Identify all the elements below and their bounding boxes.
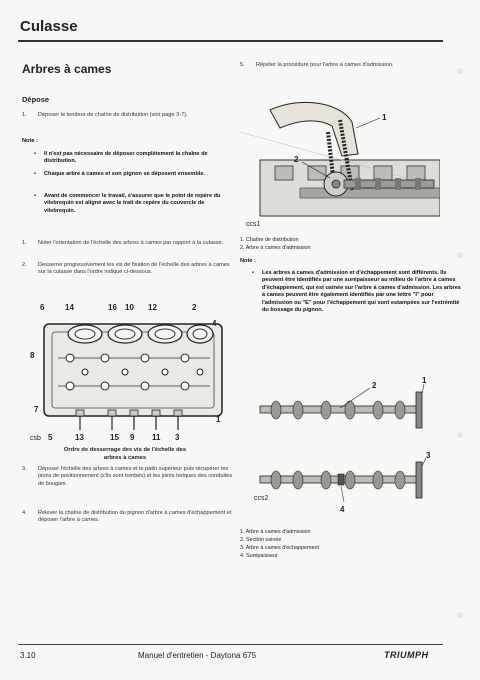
bolt-label: 6 — [40, 303, 45, 312]
binder-hole — [457, 252, 463, 258]
brand-logo: TRIUMPH — [384, 650, 429, 660]
binder-hole — [457, 432, 463, 438]
bolt-label: 12 — [148, 303, 157, 312]
fig1-code: ccs1 — [246, 221, 261, 228]
bolt-label: 15 — [110, 433, 119, 442]
diagram-caption: Ordre de desserrage des vis de l'échelle des arbres à cames — [63, 447, 187, 461]
binder-hole — [457, 68, 463, 74]
step-2: 2. Desserrer progressivement les vis de fixation de l'échelle des arbres à cames sur la culasse dans l'ordre indiqué ci-dessous. — [22, 262, 230, 276]
bolt-label: 10 — [125, 303, 134, 312]
note-label-right: Note : — [240, 258, 256, 264]
step-4: 4. Relever la chaîne de distribution du pignon d'arbre à cames d'échappement et déposer l'arbre à cames. — [22, 510, 232, 524]
intake-camshaft — [260, 392, 422, 428]
fig2-code: ccs2 — [254, 495, 269, 502]
step-3: 3. Déposer l'échelle des arbres à cames et le patin supérieur puis récupérer les pions de positionnement (s'ils sont tombés) et les joints toriques des conduites de bougies. — [22, 466, 233, 487]
section-title: Arbres à cames — [22, 62, 112, 76]
fig2-label: 4 — [340, 505, 345, 514]
manual-title: Manuel d'entretien - Daytona 675 — [138, 651, 257, 660]
step-1b: 1. Noter l'orientation de l'échelle des arbres à cames par rapport à la culasse. — [22, 240, 224, 246]
page-header-title: Culasse — [20, 18, 78, 35]
binder-hole — [457, 612, 463, 618]
footer-rule — [18, 644, 443, 645]
fig2-label: 1 — [422, 376, 427, 385]
diagram-code: csb — [30, 435, 41, 442]
note-item: • Il n'est pas nécessaire de déposer complètement la chaîne de distribution. — [34, 151, 208, 165]
step-1: 1. Déposer le tendeur de chaîne de distribution (voir page 3-7). — [22, 112, 188, 118]
note-label: Note : — [22, 138, 38, 144]
camshaft-removal-illustration — [240, 92, 440, 232]
bolt-label: 7 — [34, 405, 39, 414]
bolt-label: 3 — [175, 433, 180, 442]
note-camshaft-id: • Les arbres à cames d'admission et d'échappement sont différents. Ils peuvent être identifiés par une surépaisseur au milieu de l'arbre à cames d'échappement, qui est usinée sur l'arbre à cames d'admission. Les arbres à cames peuvent être également identifiés par une lettre "I" pour l'admission ou "E" pour l'échappement qui sont estampées sur l'extrémité du bossage du pignon. — [252, 270, 461, 314]
camshaft-comparison-illustration — [240, 374, 440, 524]
bolt-label: 14 — [65, 303, 74, 312]
fig2-label: 2 — [372, 381, 377, 390]
note-item: • Chaque arbre à cames et son pignon se déposent ensemble. — [34, 171, 206, 177]
step-5: 5. Répéter la procédure pour l'arbre à cames d'admission. — [240, 62, 394, 68]
bolt-label: 8 — [30, 351, 35, 360]
fig1-label: 1 — [382, 113, 387, 122]
subsection-title: Dépose — [22, 95, 50, 104]
bolt-label: 13 — [75, 433, 84, 442]
bolt-label: 9 — [130, 433, 135, 442]
fig2-legend: 1. Arbre à cames d'admission 2. Section usinée 3. Arbre à cames d'échappement 4. Surépaisseur — [240, 529, 319, 559]
note-item: • Avant de commencer le travail, s'assurer que le point de repère du vilebrequin est aligné avec le trait de repère du couvercle de vilebrequin. — [34, 193, 221, 214]
bolt-label: 16 — [108, 303, 117, 312]
bolt-label: 4 — [212, 319, 217, 328]
cylinder-head-diagram — [30, 298, 230, 443]
bolt-label: 11 — [152, 433, 161, 442]
fig1-label: 2 — [294, 155, 299, 164]
bolt-label: 1 — [216, 415, 221, 424]
fig2-label: 3 — [426, 451, 431, 460]
header-rule — [18, 40, 443, 42]
bolt-label: 2 — [192, 303, 197, 312]
bolt-label: 5 — [48, 433, 53, 442]
page-number: 3.10 — [20, 651, 36, 660]
fig1-legend: 1. Chaîne de distribution 2. Arbre à cames d'admission — [240, 237, 311, 251]
exhaust-camshaft — [260, 462, 422, 498]
